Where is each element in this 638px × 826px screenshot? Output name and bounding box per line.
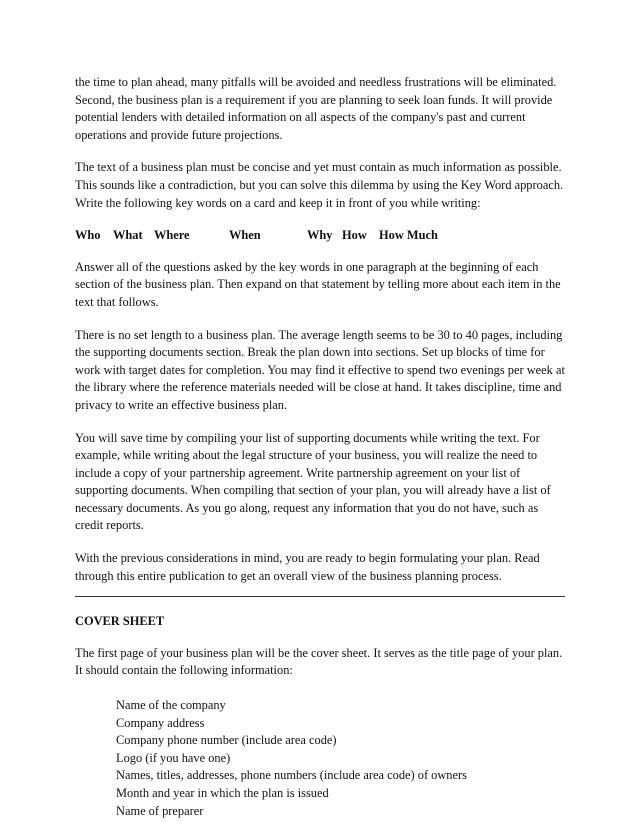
- section-divider: [75, 586, 565, 597]
- list-item: Company phone number (include area code): [116, 733, 337, 748]
- paragraph-key-word-approach: The text of a business plan must be concise and yet must contain as much information as possible. This sounds like a contradiction, but you can solve this dilemma by using the Key Word approach. Write the following key words on a card and keep it in front of you while writing:: [75, 160, 564, 210]
- document-page: [75, 74, 567, 820]
- list-item: Names, titles, addresses, phone numbers (include area code) of owners: [116, 768, 467, 783]
- key-words-row: [75, 227, 567, 245]
- keyword-how-much: How Much: [379, 228, 438, 243]
- keyword-how: How: [342, 228, 367, 243]
- paragraph-answer-questions: Answer all of the questions asked by the key words in one paragraph at the beginning of each section of the business plan. Then expand on that statement by telling more about each item in the text that follows.: [75, 259, 561, 309]
- cover-sheet-info-list: [75, 697, 567, 820]
- keyword-why: Why: [307, 228, 333, 243]
- list-item: Name of preparer: [116, 803, 204, 818]
- list-item: Month and year in which the plan is issued: [116, 786, 329, 800]
- keyword-who: Who: [75, 228, 101, 243]
- keyword-what: What: [113, 228, 143, 243]
- keyword-when: When: [229, 228, 261, 243]
- paragraph-intro-continued: the time to plan ahead, many pitfalls will be avoided and needless frustrations will be eliminated. Second, the business plan is a requirement if you are planning to seek loan funds. It will provide potential lenders with detailed information on all aspects of the company's past and current operations and provide future projections.: [75, 75, 557, 142]
- paragraph-previous-considerations: With the previous considerations in mind, you are ready to begin formulating your plan. Read through this entire publication to get an overall view of the business planning process.: [75, 551, 540, 583]
- list-item: Company address: [116, 715, 205, 730]
- keyword-where: Where: [154, 228, 190, 243]
- list-item: Logo (if you have one): [116, 750, 231, 765]
- cover-sheet-heading: COVER SHEET: [75, 614, 165, 629]
- cover-sheet-intro: The first page of your business plan will be the cover sheet. It serves as the title page of your plan. It should contain the following information:: [75, 645, 563, 678]
- paragraph-plan-length: There is no set length to a business plan. The average length seems to be 30 to 40 pages, including the supporting documents section. Break the plan down into sections. Set up blocks of time for work with target dates for completion. You may find it effective to spend two evenings per week at the library where the reference materials needed will be close at hand. It takes discipline, time and privacy to write an effective business plan.: [75, 327, 565, 412]
- paragraph-supporting-documents: You will save time by compiling your list of supporting documents while writing the text. For example, while writing about the legal structure of your business, you will realize the need to include a copy of your partnership agreement. Write partnership agreement on your list of supporting documents. When compiling that section of your plan, you will already have a list of necessary documents. As you go along, request any information that you do not have, such as credit reports.: [75, 430, 551, 533]
- list-item: Name of the company: [116, 698, 226, 713]
